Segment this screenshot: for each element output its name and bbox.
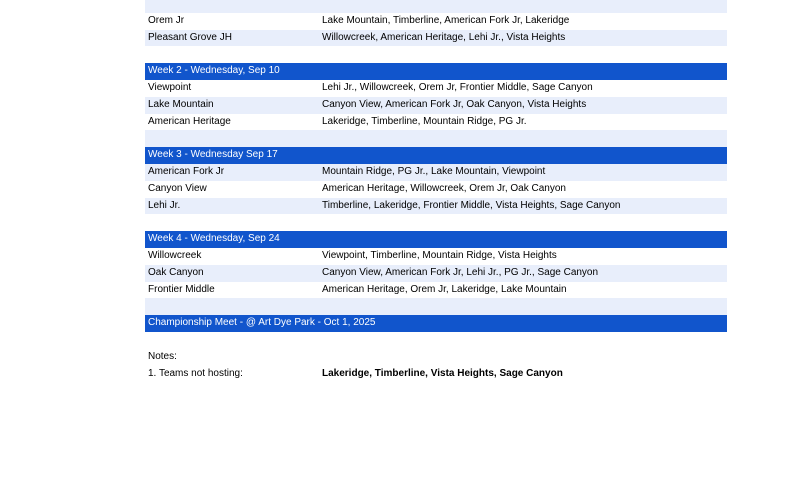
- note-row: [145, 366, 727, 383]
- week-header-row: [145, 231, 727, 248]
- schedule-row: [145, 13, 727, 30]
- week-header-text: Week 2 - Wednesday, Sep 10: [148, 65, 280, 77]
- schedule-row: [145, 30, 727, 47]
- week-header-text: Week 4 - Wednesday, Sep 24: [148, 233, 280, 245]
- host-school-cell: American Heritage: [148, 115, 231, 127]
- host-school-cell: Viewpoint: [148, 81, 192, 93]
- week-header-text: Week 3 - Wednesday Sep 17: [148, 149, 278, 161]
- visiting-schools-cell: Willowcreek, American Heritage, Lehi Jr., Vista Heights: [322, 31, 566, 43]
- schedule-sheet: [145, 0, 727, 382]
- schedule-row: [145, 181, 727, 198]
- host-school-cell: Lake Mountain: [148, 98, 214, 110]
- schedule-row: [145, 80, 727, 97]
- note-value: Lakeridge, Timberline, Vista Heights, Sage Canyon: [322, 367, 563, 379]
- visiting-schools-cell: Timberline, Lakeridge, Frontier Middle, Vista Heights, Sage Canyon: [322, 199, 621, 211]
- schedule-row: [145, 198, 727, 215]
- host-school-cell: Willowcreek: [148, 249, 202, 261]
- schedule-row: [145, 265, 727, 282]
- note-label: 1. Teams not hosting:: [148, 367, 243, 379]
- host-school-cell: Lehi Jr.: [148, 199, 181, 211]
- schedule-row: [145, 248, 727, 265]
- visiting-schools-cell: Mountain Ridge, PG Jr., Lake Mountain, Viewpoint: [322, 165, 546, 177]
- blank-row: [145, 332, 727, 349]
- blank-row: [145, 46, 727, 63]
- schedule-row: [145, 0, 727, 13]
- visiting-schools-cell: American Heritage, Willowcreek, Orem Jr, Oak Canyon: [322, 182, 566, 194]
- visiting-schools-cell: American Heritage, Orem Jr, Lakeridge, Lake Mountain: [322, 283, 567, 295]
- schedule-row: [145, 114, 727, 131]
- week-header-text: Championship Meet - @ Art Dye Park - Oct 1, 2025: [148, 317, 376, 329]
- visiting-schools-cell: Lehi Jr., Willowcreek, Orem Jr, Frontier Middle, Sage Canyon: [322, 81, 593, 93]
- visiting-schools-cell: Canyon View, American Fork Jr, Oak Canyon, Vista Heights: [322, 98, 587, 110]
- host-school-cell: American Fork Jr: [148, 165, 225, 177]
- host-school-cell: Orem Jr: [148, 14, 185, 26]
- week-header-row: [145, 63, 727, 80]
- blank-row: [145, 298, 727, 315]
- schedule-row: [145, 282, 727, 299]
- visiting-schools-cell: Viewpoint, Timberline, Mountain Ridge, Vista Heights: [322, 249, 557, 261]
- notes-label: Notes:: [148, 350, 177, 362]
- visiting-schools-cell: Lakeridge, Timberline, Mountain Ridge, PG Jr.: [322, 115, 527, 127]
- visiting-schools-cell: Lake Mountain, Timberline, American Fork Jr, Lakeridge: [322, 14, 570, 26]
- host-school-cell: Canyon View: [148, 182, 207, 194]
- schedule-row: [145, 97, 727, 114]
- blank-row: [145, 130, 727, 147]
- week-header-row: [145, 147, 727, 164]
- blank-row: [145, 214, 727, 231]
- host-school-cell: Pleasant Grove JH: [148, 31, 232, 43]
- host-school-cell: Oak Canyon: [148, 266, 204, 278]
- week-header-row: [145, 315, 727, 332]
- visiting-schools-cell: Canyon View, American Fork Jr, Lehi Jr., PG Jr., Sage Canyon: [322, 266, 599, 278]
- host-school-cell: Frontier Middle: [148, 283, 215, 295]
- notes-label-row: [145, 349, 727, 366]
- schedule-row: [145, 164, 727, 181]
